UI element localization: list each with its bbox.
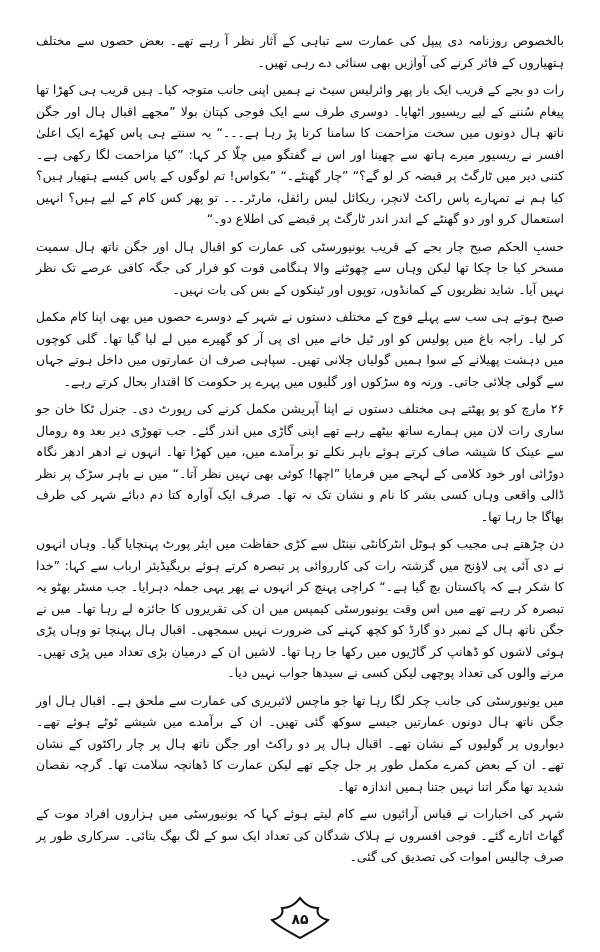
page-body-text — [36, 30, 564, 874]
page-number: ۸۵ — [291, 912, 309, 928]
paragraph: حسبِ الحکم صبح چار بجے کے قریب یونیورسٹی کی عمارت کو اقبال ہال اور جگن ناتھ ہال سمیت مسخر کیا جا چکا تھا لیکن وہاں سے چھوٹنے والا ہنگامی قوت کو فرار کی جگہ کافی عرصے تک نظر نہیں آیا۔ شاید نظریوں کے کمانڈوں، توپوں اور ٹینکوں کے بس کی بات نہیں۔ — [36, 238, 564, 297]
paragraph: بالخصوص روزنامہ دی پیپل کی عمارت سے تباہی کے آثار نظر آ رہے تھے۔ بعض حصوں سے مختلف ہتھیاروں کے فائر کرنے کی آوازیں بھی سنائی دے رہی تھیں۔ — [36, 33, 564, 70]
page-number-ornament — [268, 896, 332, 940]
paragraph: رات دو بجے کے قریب ایک بار پھر وائرلیس سیٹ نے ہمیں اپنی جانب متوجہ کیا۔ ہیں قریب ہی کھڑا تھا پیغام سُننے کے لیے ریسیور اٹھایا۔ دوسری طرف سے ایک فوجی کپتان بولا ”مجھے اقبال ہال اور جگن ناتھ ہال دونوں میں سخت مزاحمت کا سامنا کرنا پڑ رہا ہے۔۔۔“ یہ سنتے ہی پاس کھڑے ایک اعلیٰ افسر نے ریسیور میرے ہاتھ سے چھینا اور اس نے گفتگو میں چلّا کر کہا: ”کیا مزاحمت لگا رکھی ہے۔ کتنی دیر میں ٹارگٹ پر قبضہ کر لو گے؟“ ”چار گھنٹے۔“ ”بکواس! تم لوگوں کے پاس کیسے ہتھیار ہیں؟ کیا ہم نے تمہارے پاس راکٹ لانچر، ریکائل لیس رائفل، مارٹر۔۔۔ تو پھر کس کام کے لیے ہیں؟ انہیں استعمال کرو اور دو گھنٹے کے اندر اندر ٹارگٹ پر قبضے کی اطلاع دو۔“ — [36, 82, 564, 226]
paragraph: شہر کی اخبارات نے قیاس آرائیوں سے کام لیتے ہوئے کہا کہ یونیورسٹی میں ہزاروں افراد موت کے گھاٹ اتارے گئے۔ فوجی افسروں نے ہلاک شدگان کی تعداد ایک سو کے لگ بھگ بتائی۔ سرکاری طور پر صرف چالیس اموات کی تصدیق کی گئی۔ — [36, 806, 564, 864]
paragraph: صبح ہوتے ہی سب سے پہلے فوج کے مختلف دستوں نے شہر کے دوسرے حصوں میں بھی اپنا کام مکمل کر لیا۔ راجہ باغ میں پولیس کو اور ٹیل خانے میں ای پی آر کو گھیرے میں لے لیا گیا تھا۔ گلی کوچوں میں دہشت پھیلانے کے سوا ہمیں گولیاں چلانی تھیں۔ سپاہی صرف ان عمارتوں میں داخل ہوتے جہاں سے گولی چلائی جاتی۔ ورنہ وہ سڑکوں اور گلیوں میں پہرے پر حکومت کا اقتدار بحال کرتے رہے۔ — [36, 309, 564, 389]
paragraph: ۲۶ مارچ کو پو پھٹتے ہی مختلف دستوں نے اپنا آپریشن مکمل کرنے کی رپورٹ دی۔ جنرل ٹکا خان جو ساری رات لان میں ہمارے ساتھ بیٹھے رہے تھے اپنی گاڑی میں اندر گئے۔ جب تھوڑی دیر بعد وہ رومال سے عینک کا شیشہ صاف کرتے ہوئے باہر نکلے تو برآمدے میں، میں کھڑا تھا۔ انہوں نے ادھر ادھر نگاہ دوڑائی اور خود کلامی کے لہجے میں فرمایا ”اچھا! کوئی بھی نہیں نظر آتا۔“ میں نے باہر سڑک پر نظر ڈالی واقعی وہاں کسی بشر کا نام و نشان تک نہ تھا۔ صرف ایک آوارہ کتا دم دبائے شہر کی طرف بھاگا جا رہا تھا۔ — [36, 401, 564, 524]
paragraph: دن چڑھتے ہی مجیب کو ہوٹل انٹرکانٹی نینٹل سے کڑی حفاظت میں ایئر پورٹ پہنچایا گیا۔ وہاں انہوں نے دی آئی پی لاؤنج میں گزشتہ رات کی کارروائی پر تبصرہ کرتے ہوئے بریگیڈیئر ارباب سے کہا: ”خدا کا شکر ہے کہ پاکستان بچ گیا ہے۔“ کراچی پہنچ کر انہوں نے پھر یہی جملہ دہرایا۔ جب مسٹر بھٹو یہ تبصرہ کر رہے تھے میں اس وقت یونیورسٹی کیمپس میں ان کی تقریروں کا جائزہ لے رہا تھا۔ میں نے جگن ناتھ ہال کے نمبر دو گارڈ کو کچھ کہنے کی ضرورت نہیں سمجھی۔ اقبال ہال پہنچا تو وہاں پڑی ہوئی لاشوں کو ڈھانپ کر گاڑیوں میں رکھا جا رہا تھا۔ لاشیں ان کے درمیان بڑی تعداد میں پڑی تھیں۔ مرنے والوں کی تعداد پوچھی لیکن کسی نے سیدھا جواب نہیں دیا۔ — [36, 536, 564, 680]
paragraph: میں یونیورسٹی کی جانب چکر لگا رہا تھا جو ماچس لائبریری کی عمارت سے ملحق ہے۔ اقبال ہال اور جگن ناتھ ہال دونوں عمارتیں جیسے سوکھ گئی تھیں۔ ان کے برآمدے میں شیشے ٹوٹے ہوئے تھے۔ دیواروں پر گولیوں کے نشان تھے۔ اقبال ہال پر دو راکٹ اور جگن ناتھ ہال پر چار راکٹوں کے نشان تھے۔ ان کے بعض کمرے مکمل طور پر جل چکے تھے لیکن عمارت کا ڈھانچہ سلامت تھا۔ گرچہ نقصان شدید تھا مگر اتنا نہیں جتنا ہمیں اندازہ تھا۔ — [36, 692, 564, 794]
